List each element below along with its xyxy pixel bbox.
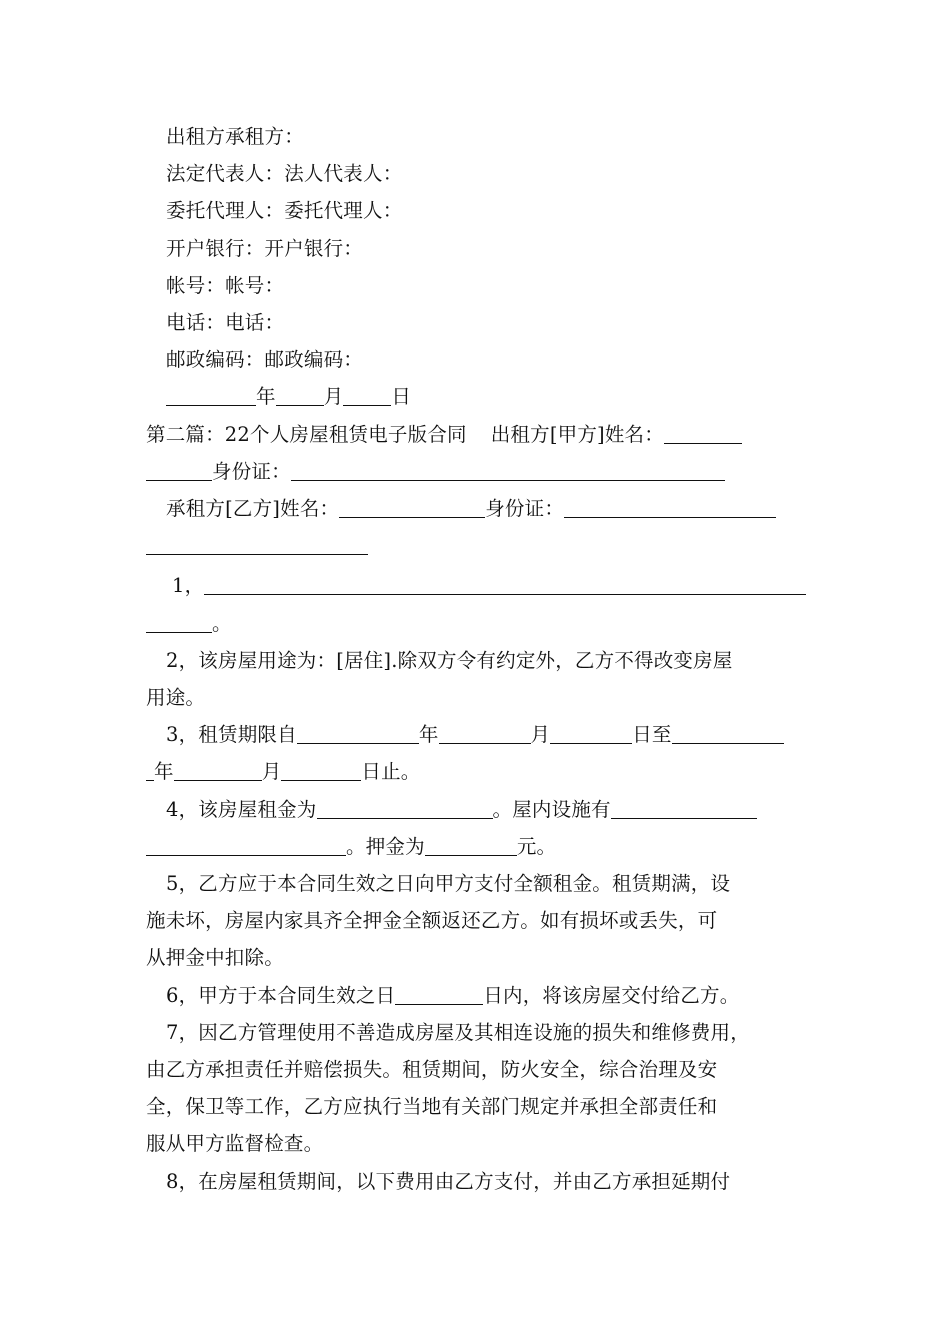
clause-3-end-year-label: 年 xyxy=(154,760,174,784)
clause-4-facilities-label: 。屋内设施有 xyxy=(492,797,611,821)
section2-heading: 第二篇：22个人房屋租赁电子版合同 xyxy=(146,422,467,446)
representative-line: 法定代表人：法人代表人： xyxy=(166,162,403,186)
month-label: 月 xyxy=(323,385,344,409)
day-label: 日 xyxy=(391,385,412,409)
clause-3-month-label: 月 xyxy=(530,723,551,747)
lessee-id-blank-cont xyxy=(146,535,368,556)
section2-heading-line xyxy=(146,416,808,453)
clause-4-line1 xyxy=(146,791,808,828)
lessee-id-cont-line xyxy=(146,527,808,564)
clause-4-facilities-blank xyxy=(611,798,757,819)
clause-8-line1: 8，在房屋租赁期间，以下费用由乙方支付，并由乙方承担延期付 xyxy=(166,1169,731,1193)
clause-2-line2: 用途。 xyxy=(146,686,206,710)
lessee-name-blank xyxy=(339,498,485,519)
lessor-name-blank xyxy=(664,423,742,444)
clause-1-line1 xyxy=(146,567,808,604)
agent-line: 委托代理人：委托代理人： xyxy=(166,199,403,223)
clause-5-line2: 施未坏，房屋内家具齐全押金全额返还乙方。如有损坏或丢失，可 xyxy=(146,909,718,933)
clause-1-blank xyxy=(204,575,806,596)
clause-1-line2 xyxy=(146,605,808,642)
clause-7-line3: 全，保卫等工作，乙方应执行当地有关部门规定并承担全部责任和 xyxy=(146,1095,718,1119)
clause-1-number: 1， xyxy=(172,574,205,598)
clause-3-to-label: 日至 xyxy=(632,723,672,747)
clause-4-facilities-blank-cont xyxy=(146,835,346,856)
clause-4-unit-label: 元。 xyxy=(516,834,557,858)
clause-3-end-year-blank xyxy=(672,724,784,745)
clause-4-line2 xyxy=(146,828,808,865)
lessee-id-label: 身份证： xyxy=(485,497,565,521)
clause-4-deposit-blank xyxy=(425,835,517,856)
lessor-id-line xyxy=(146,453,808,490)
clause-3-line1 xyxy=(146,716,808,753)
clause-3-year-label: 年 xyxy=(418,723,439,747)
lessor-name-blank-cont xyxy=(146,460,212,481)
clause-6-days-blank xyxy=(395,984,483,1005)
clause-4-deposit-label: 。押金为 xyxy=(346,834,425,858)
signature-block xyxy=(146,118,808,416)
lessee-line xyxy=(146,490,808,527)
party-line: 出租方承租方： xyxy=(166,125,304,148)
lessor-id-label: 身份证： xyxy=(212,459,291,483)
bank-line: 开户银行：开户银行： xyxy=(166,236,364,260)
account-line: 帐号：帐号： xyxy=(166,273,285,297)
clause-3-end-month-label: 月 xyxy=(261,760,282,784)
lessor-name-label: 出租方[甲方]姓名： xyxy=(490,422,664,446)
clause-5-line3: 从押金中扣除。 xyxy=(146,946,284,970)
clause-3-start-year-blank xyxy=(297,724,419,745)
clause-6-text-b: 日内，将该房屋交付给乙方。 xyxy=(483,983,740,1007)
clause-7-line4: 服从甲方监督检查。 xyxy=(146,1132,324,1156)
postcode-line: 邮政编码：邮政编码： xyxy=(166,348,364,372)
clause-2-line1: 2，该房屋用途为：[居住].除双方令有约定外，乙方不得改变房屋 xyxy=(166,648,733,672)
clause-1-end: 。 xyxy=(212,611,232,635)
day-blank xyxy=(343,386,391,407)
clause-7-line2: 由乙方承担责任并赔偿损失。租赁期间，防火安全，综合治理及安 xyxy=(146,1058,718,1082)
clause-3-line2 xyxy=(146,753,808,790)
lessee-id-blank xyxy=(564,498,776,519)
year-blank xyxy=(166,386,256,407)
clause-4-rent-blank xyxy=(317,798,493,819)
clause-3-end-year-blank-cont xyxy=(146,761,154,782)
clause-4-rent-label: 4，该房屋租金为 xyxy=(166,797,317,821)
lessor-id-blank xyxy=(291,460,725,481)
clause-3-text-a: 3，租赁期限自 xyxy=(166,723,297,747)
clause-3-end-day-blank xyxy=(281,761,361,782)
year-label: 年 xyxy=(256,385,276,409)
phone-line: 电话：电话： xyxy=(166,311,285,335)
clause-3-start-day-blank xyxy=(550,724,632,745)
clause-6-line1 xyxy=(146,977,808,1014)
month-blank xyxy=(276,386,324,407)
clause-5-line1: 5，乙方应于本合同生效之日向甲方支付全额租金。租赁期满，设 xyxy=(166,872,731,896)
clause-6-text-a: 6，甲方于本合同生效之日 xyxy=(166,983,396,1007)
clause-3-end-month-blank xyxy=(174,761,262,782)
clause-3-start-month-blank xyxy=(439,724,531,745)
lessee-name-label: 承租方[乙方]姓名： xyxy=(166,497,340,521)
clause-7-line1: 7，因乙方管理使用不善造成房屋及其相连设施的损失和维修费用， xyxy=(166,1020,750,1044)
clause-1-blank-cont xyxy=(146,612,212,633)
date-line xyxy=(146,378,808,415)
clause-3-end-label: 日止。 xyxy=(361,760,421,784)
